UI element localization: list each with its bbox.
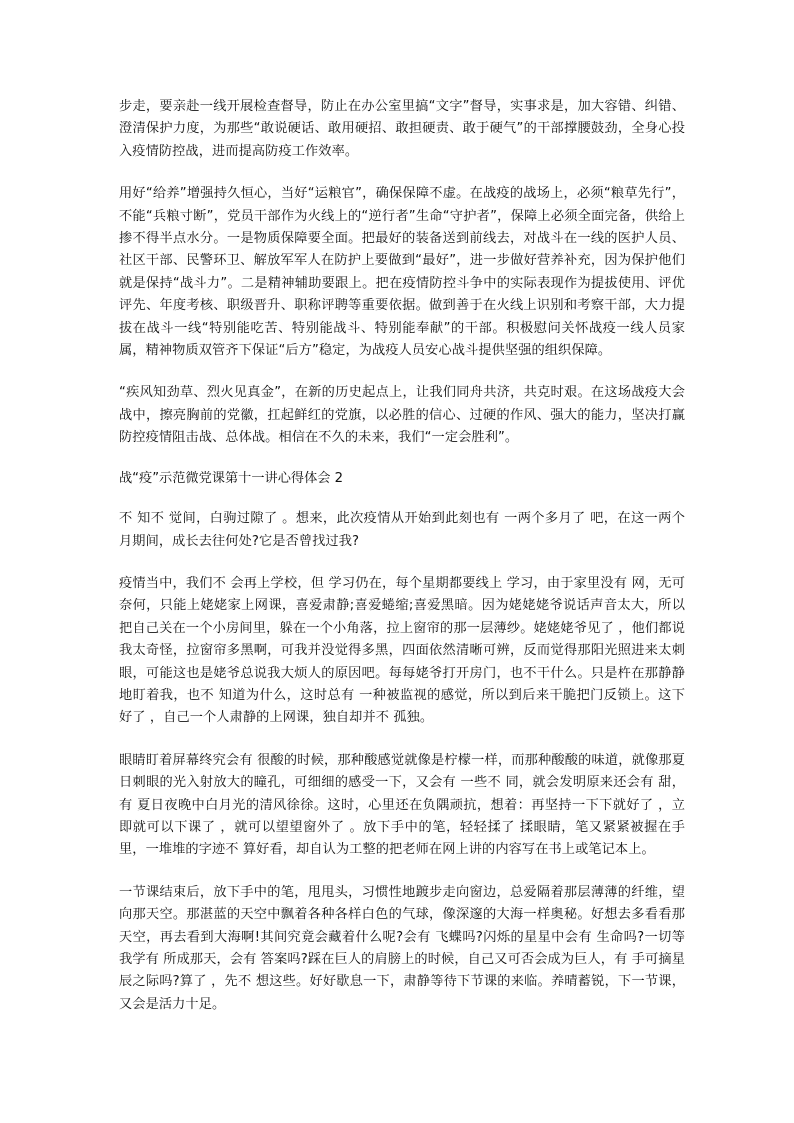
document-page bbox=[119, 96, 685, 1036]
paragraph-6: 眼睛盯着屏幕终究会有 很酸的时候，那种酸感觉就像是柠檬一样，而那种酸酸的味道，就像那夏日刺眼的光入射放大的瞳孔，可细细的感受一下，又会有 一些不 同，就会发明原来还会有 甜，有 夏日夜晚中白月光的清风徐徐。这时，心里还在负隅顽抗，想着：再坚持一下下就好了 ，立即就可以下课了 ，就可以望望窗外了 。放下手中的笔，轻轻揉了 揉眼睛，笔又紧紧被握在手里，一堆堆的字迹不 算好看，却自认为工整的把老师在网上讲的内容写在书上或笔记本上。 bbox=[119, 752, 685, 858]
paragraph-2: 用好“给养”增强持久恒心，当好“运粮官”，确保保障不虚。在战疫的战场上，必须“粮草先行”，不能“兵粮寸断”，党员干部作为火线上的“逆行者”生命“守护者”，保障上必须全面完备，供给上掺不得半点水分。一是物质保障要全面。把最好的装备送到前线去，对战斗在一线的医护人员、社区干部、民警环卫、解放军军人在防护上要做到“最好”，进一步做好营养补充，因为保护他们就是保持“战斗力”。二是精神辅助要跟上。把在疫情防控斗争中的实际表现作为提拔使用、评优评先、年度考核、职级晋升、职称评聘等重要依据。做到善于在火线上识别和考察干部，大力提拔在战斗一线“特别能吃苦、特别能战斗、特别能奉献”的干部。积极慰问关怀战疫一线人员家属，精神物质双管齐下保证“后方”稳定，为战疫人员安心战斗提供坚强的组织保障。 bbox=[119, 186, 685, 359]
paragraph-7: 一节课结束后，放下手中的笔，甩甩头，习惯性地踱步走向窗边，总爱隔着那层薄薄的纤维，望向那天空。那湛蓝的天空中飘着各种各样白色的气球，像深邃的大海一样奥秘。好想去多看看那天空，再去看到大海啊!其间究竟会藏着什么呢?会有 飞蝶吗?闪烁的星星中会有 生命吗?一切等我学有 所成那天，会有 答案吗?踩在巨人的肩膀上的时候，自己又可否会成为巨人，有 手可摘星辰之际吗?算了 ，先不 想这些。好好歇息一下，肃静等待下节课的来临。养晴蓄锐，下一节课，又会是活力十足。 bbox=[119, 884, 685, 1012]
paragraph-4: 不 知不 觉间，白驹过隙了 。想来，此次疫情从开始到此刻也有 一两个多月了 吧，在这一两个月期间，成长去往何处?它是否曾找过我? bbox=[119, 511, 685, 549]
paragraph-1: 步走，要亲赴一线开展检查督导，防止在办公室里搞“文字”督导，实事求是，加大容错、纠错、澄清保护力度，为那些“敢说硬话、敢用硬招、敢担硬责、敢于硬气”的干部撑腰鼓劲，全身心投入疫情防控战，进而提高防疫工作效率。 bbox=[119, 99, 685, 159]
section-heading: 战“疫”示范微党课第十一讲心得体会 2 bbox=[119, 470, 344, 486]
paragraph-5: 疫情当中，我们不 会再上学校，但 学习仍在，每个星期都要线上 学习，由于家里没有 网，无可奈何，只能上姥姥家上网课，喜爱肃静;喜爱蜷缩;喜爱黑暗。因为姥姥姥爷说话声音太大，所以把自己关在一个小房间里，躲在一个小角落，拉上窗帘的那一层薄纱。姥姥姥爷见了 ，他们都说我太奇怪，拉窗帘多黑啊，可我并没觉得多黑，四面依然清晰可辨，反而觉得那阳光照进来太刺眼，可能这也是姥爷总说我大烦人的原因吧。每每姥爷打开房门，也不干什么。只是杵在那静静地盯着我，也不 知道为什么，这时总有 一种被监视的感觉，所以到后来干脆把门反锁上。这下好了 ，自己一个人肃静的上网课，独自却并不 孤独。 bbox=[119, 575, 685, 726]
paragraph-3: “疾风知劲草、烈火见真金”，在新的历史起点上，让我们同舟共济，共克时艰。在这场战疫大会战中，擦亮胸前的党徽，扛起鲜红的党旗，以必胜的信心、过硬的作风、强大的能力，坚决打赢防控疫情阻击战、总体战。相信在不久的未来，我们“一定会胜利”。 bbox=[119, 385, 685, 446]
